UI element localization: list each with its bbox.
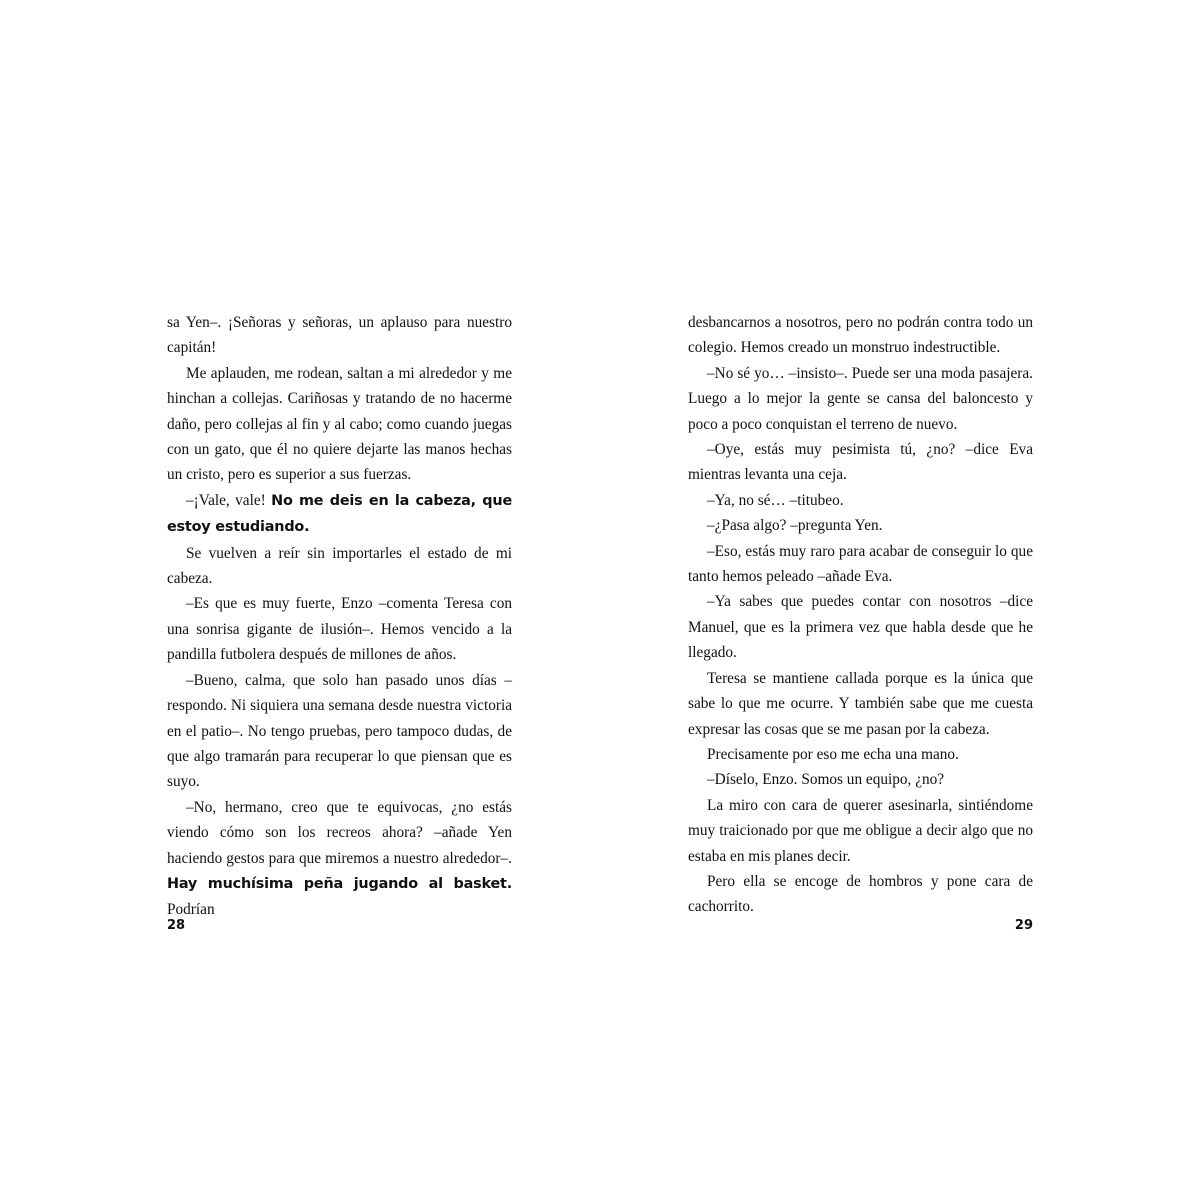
body-run: –¿Pasa algo? –pregunta Yen.	[707, 517, 883, 535]
paragraph	[688, 767, 1033, 792]
paragraph	[688, 869, 1033, 920]
page-right-text-column	[688, 310, 1033, 920]
paragraph	[167, 361, 512, 488]
body-run: –Eso, estás muy raro para acabar de conseguir lo que tanto hemos peleado –añade Eva.	[688, 542, 1033, 586]
body-run: desbancarnos a nosotros, pero no podrán contra todo un colegio. Hemos creado un monstruo indestructible.	[688, 314, 1033, 357]
paragraph	[688, 589, 1033, 665]
paragraph	[688, 666, 1033, 742]
page-right	[600, 0, 1200, 1200]
paragraph	[688, 361, 1033, 437]
paragraph	[688, 488, 1033, 513]
body-run: sa Yen–. ¡Señoras y señoras, un aplauso para nuestro capitán!	[167, 314, 512, 357]
paragraph	[167, 668, 512, 795]
page-number-left: 28	[167, 918, 186, 933]
paragraph	[688, 310, 1033, 361]
body-run: –¡Vale, vale!	[186, 491, 272, 509]
body-run: –Díselo, Enzo. Somos un equipo, ¿no?	[707, 771, 945, 789]
paragraph	[688, 742, 1033, 767]
paragraph	[167, 795, 512, 923]
body-run: –Ya sabes que puedes contar con nosotros –dice Manuel, que es la primera vez que habla desde que he llegado.	[688, 593, 1033, 662]
body-run: Precisamente por eso me echa una mano.	[707, 745, 959, 763]
body-run: La miro con cara de querer asesinarla, sintiéndome muy traicionado por que me obligue a decir algo que no estaba en mis planes decir.	[688, 796, 1033, 865]
handwritten-run: Hay muchísima peña jugando al basket.	[167, 875, 512, 892]
body-run: –No sé yo… –insisto–. Puede ser una moda pasajera. Luego a lo mejor la gente se cansa del baloncesto y poco a poco conquistan el terreno de nuevo.	[688, 364, 1033, 433]
paragraph	[688, 539, 1033, 590]
paragraph	[167, 541, 512, 592]
body-run: –No, hermano, creo que te equivocas, ¿no estás viendo cómo son los recreos ahora? –añade Yen haciendo gestos para que miremos a nuestro alrededor–.	[167, 798, 512, 867]
body-run: Me aplauden, me rodean, saltan a mi alrededor y me hinchan a collejas. Cariñosas y tratando de no hacerme daño, pero collejas al fin y al cabo; como cuando juegas con un gato, que él no quiere dejarte las manos hechas un cristo, pero es superior a sus fuerzas.	[167, 364, 512, 484]
body-run: –Oye, estás muy pesimista tú, ¿no? –dice Eva mientras levanta una ceja.	[688, 441, 1033, 484]
body-run: –Bueno, calma, que solo han pasado unos días –respondo. Ni siquiera una semana desde nuestra victoria en el patio–. No tengo pruebas, pero tampoco dudas, de que algo tramarán para recuperar lo que piensan que es suyo.	[167, 671, 512, 791]
paragraph	[167, 488, 512, 541]
paragraph	[688, 513, 1033, 538]
paragraph	[688, 437, 1033, 488]
body-run: –Es que es muy fuerte, Enzo –comenta Teresa con una sonrisa gigante de ilusión–. Hemos vencido a la pandilla futbolera después de millones de años.	[167, 595, 512, 664]
page-left-text-column	[167, 310, 512, 923]
body-run: Pero ella se encoge de hombros y pone cara de cachorrito.	[688, 872, 1033, 916]
handwritten-run: No me deis en la cabeza, que estoy estudiando.	[167, 492, 513, 536]
paragraph	[167, 310, 512, 361]
paragraph	[688, 793, 1033, 869]
paragraph	[167, 591, 512, 667]
page-number-right: 29	[1014, 918, 1033, 933]
body-run: Teresa se mantiene callada porque es la única que sabe lo que me ocurre. Y también sabe que me cuesta expresar las cosas que se me pasan por la cabeza.	[688, 669, 1033, 738]
body-run: Podrían	[167, 901, 215, 919]
body-run: Se vuelven a reír sin importarles el estado de mi cabeza.	[167, 544, 512, 588]
body-run: –Ya, no sé… –titubeo.	[707, 491, 844, 509]
